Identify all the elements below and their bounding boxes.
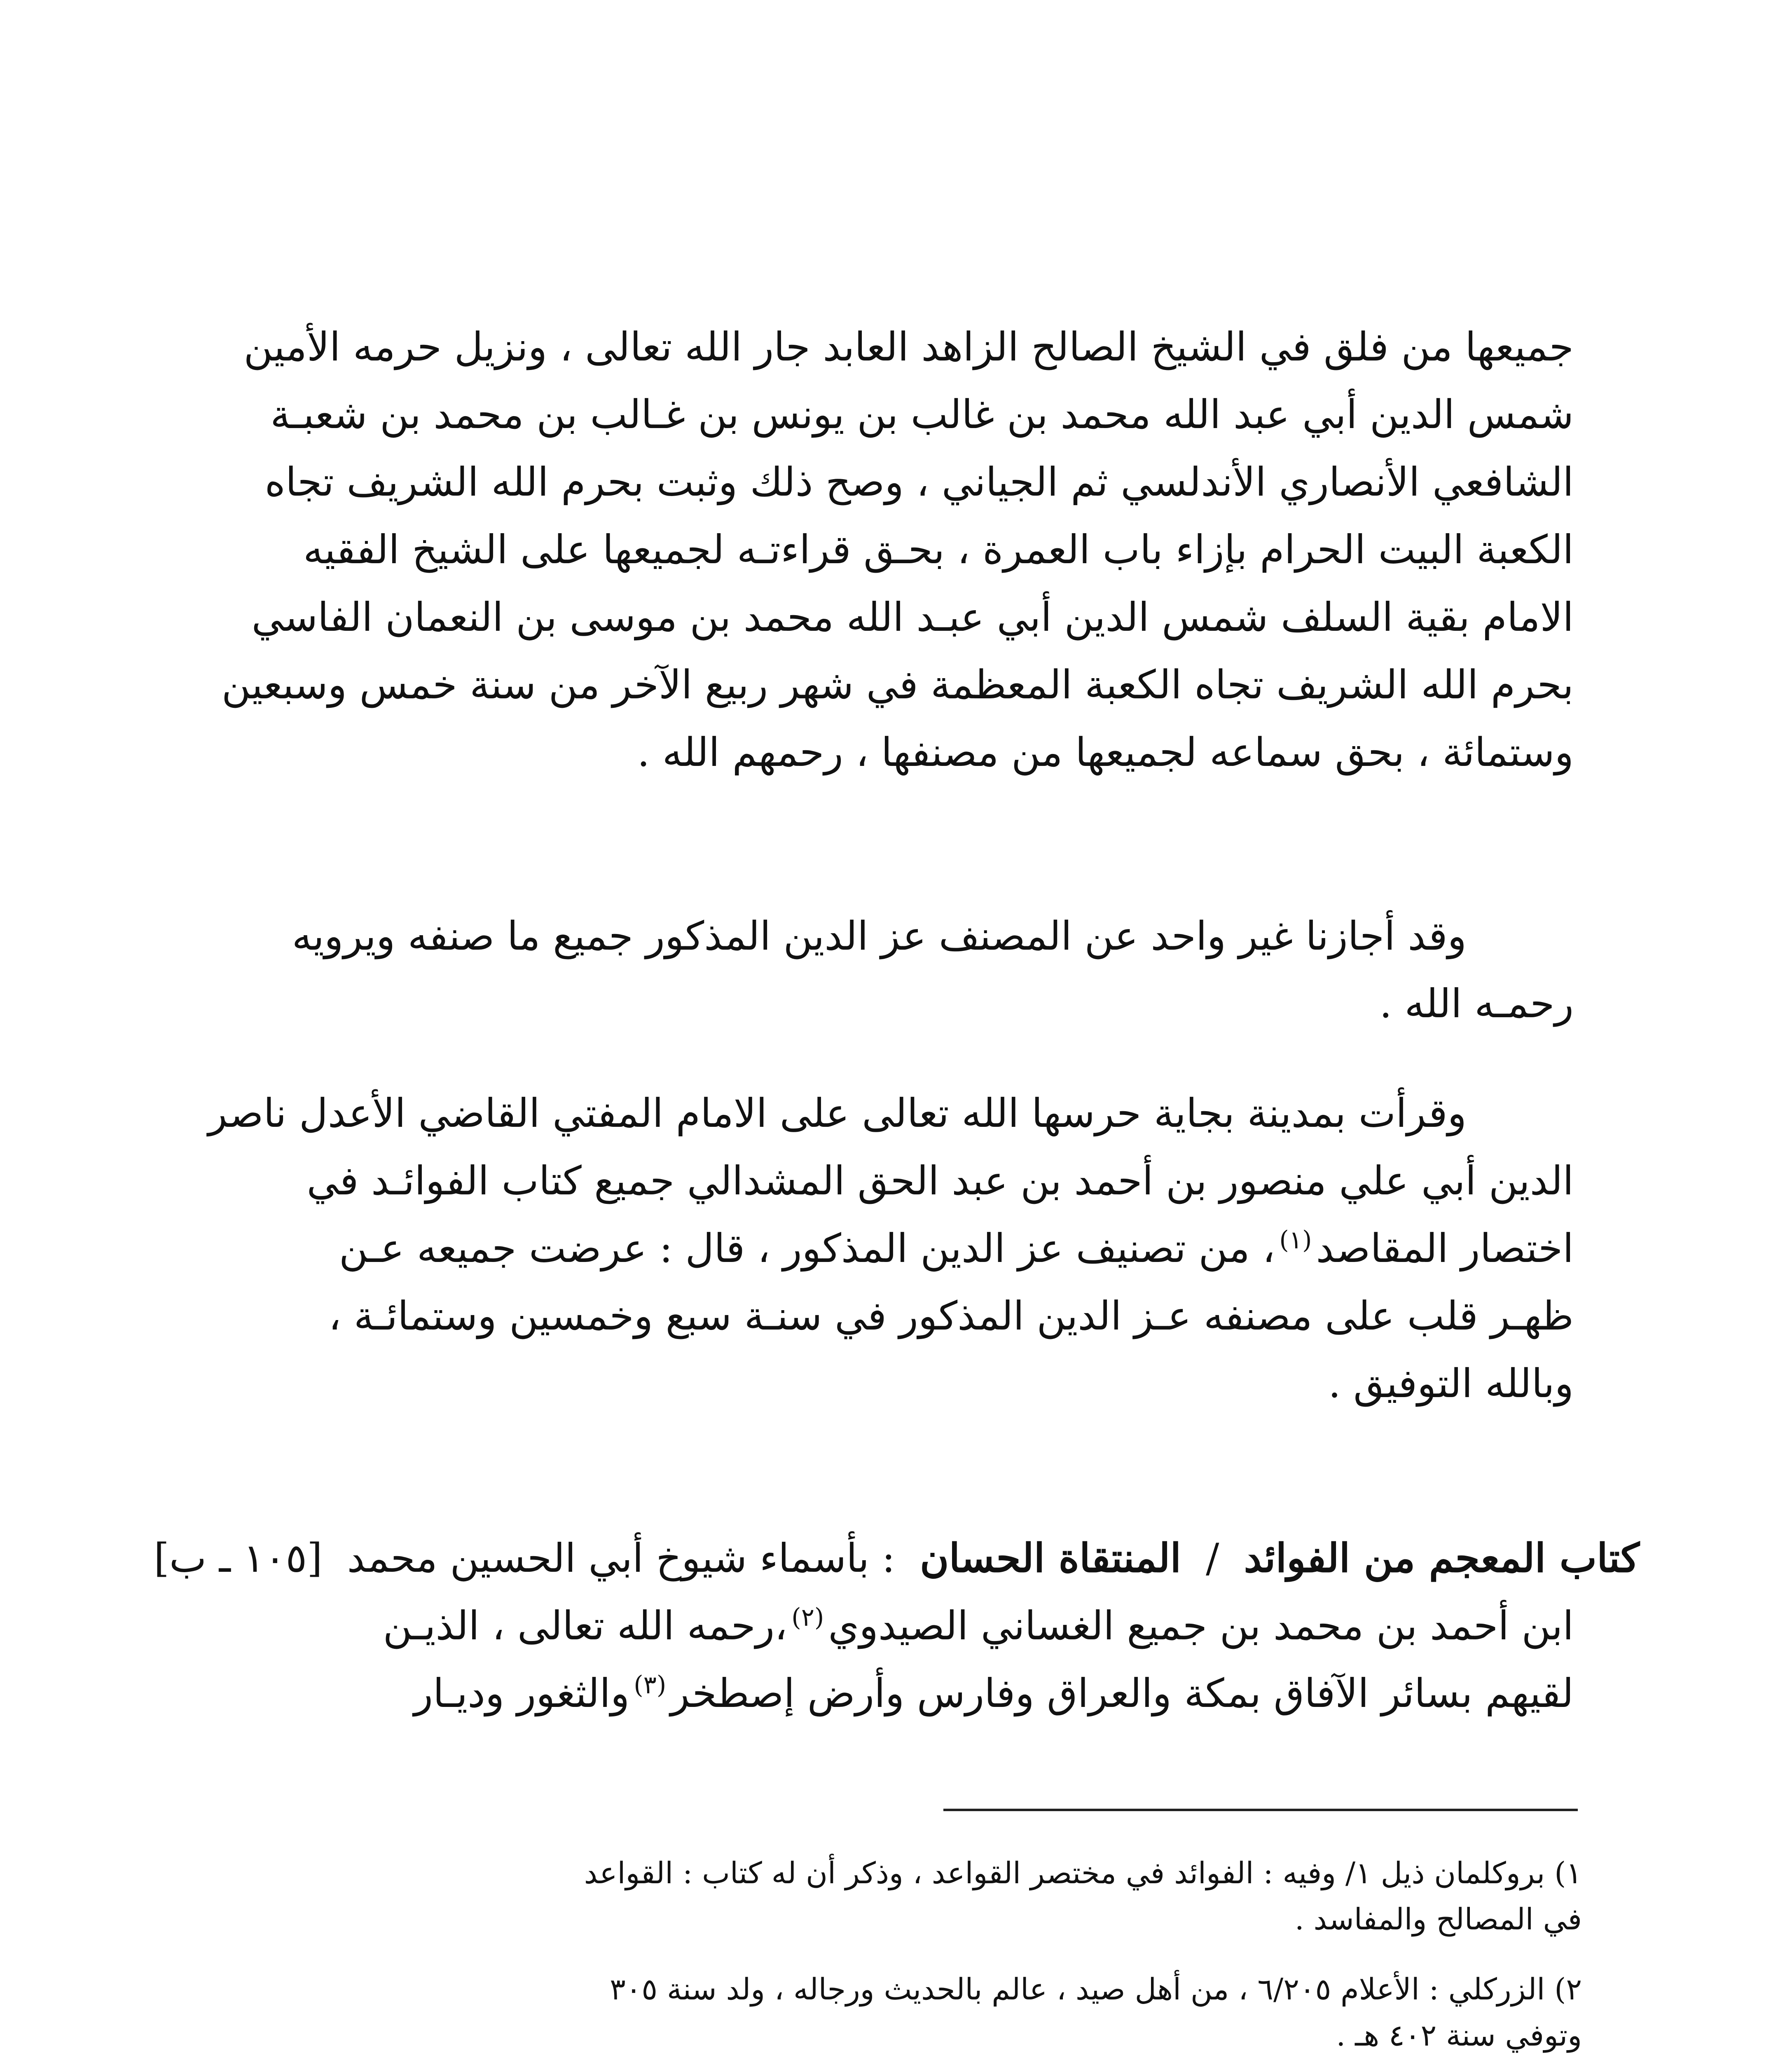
footnotes [222, 1850, 1582, 2060]
footnote-ref-2[interactable]: (٢) [791, 1603, 824, 1632]
manuscript-folio-marker: [١٠٥ ـ ب] [154, 1535, 323, 1581]
footnote-ref-3[interactable]: (٣) [634, 1671, 667, 1700]
section-heading [154, 1524, 1640, 1592]
text-segment: والثغور وديـار [414, 1670, 630, 1716]
text-line-with-footnote-ref [222, 1592, 1574, 1660]
footnote-1 [222, 1850, 1582, 1942]
text-line: وقرأت بمدينة بجاية حرسها الله تعالى على الامام المفتي القاضي الأعدل ناصر [208, 1090, 1467, 1136]
text-line: الامام بقية السلف شمس الدين أبي عبـد الله محمد بن موسى بن النعمان الفاسي [251, 594, 1574, 640]
footnote-line: ٢) الزركلي : الأعلام ٦/٢٠٥ ، من أهل صيد ، عالم بالحديث ورجاله ، ولد سنة ٣٠٥ [610, 1972, 1582, 2006]
section-subtitle: المنتقاة الحسان [919, 1535, 1181, 1581]
paragraph-3 [208, 1079, 1574, 1417]
text-line: الشافعي الأنصاري الأندلسي ثم الجياني ، وصح ذلك وثبت بحرم الله الشريف تجاه [264, 459, 1574, 505]
text-line: وقد أجازنا غير واحد عن المصنف عز الدين المذكور جميع ما صنفه ويرويه [292, 913, 1467, 959]
footnote-line: في المصالح والمفاسد . [1294, 1902, 1582, 1936]
footnote-divider [943, 1809, 1578, 1811]
section-paragraph [154, 1524, 1640, 1727]
text-segment: لقيهم بسائر الآفاق بمكة والعراق وفارس وأرض إصطخر [670, 1670, 1574, 1716]
paragraph-2 [222, 902, 1574, 1037]
text-segment: ،رحمه الله تعالى ، الذيـن [383, 1603, 788, 1649]
text-line: شمس الدين أبي عبد الله محمد بن غالب بن يونس بن غـالب بن محمد بن شعبـة [270, 391, 1574, 438]
text-line: ظهـر قلب على مصنفه عـز الدين المذكور في سنـة سبع وخمسين وستمائـة ، [328, 1293, 1574, 1339]
text-line: الدين أبي علي منصور بن أحمد بن عبد الحق المشدالي جميع كتاب الفوائـد في [306, 1158, 1574, 1204]
text-line: رحمـه الله . [1379, 981, 1574, 1027]
footnote-2 [222, 1966, 1582, 2058]
text-line: وبالله التوفيق . [1328, 1360, 1574, 1407]
footnote-line: وتوفي سنة ٤٠٢ هـ . [1336, 2018, 1582, 2053]
heading-text: : بأسماء شيوخ أبي الحسين محمد [347, 1535, 895, 1581]
text-line-with-footnote-ref [222, 1215, 1574, 1282]
section-title: كتاب المعجم من الفوائد [1244, 1535, 1640, 1581]
text-line: بحرم الله الشريف تجاه الكعبة المعظمة في شهر ربيع الآخر من سنة خمس وسبعين [221, 662, 1574, 708]
paragraph-1 [222, 313, 1574, 786]
text-segment: ابن أحمد بن محمد بن جميع الغساني الصيدوي [828, 1603, 1574, 1649]
text-line: وستمائة ، بحق سماعه لجميعها من مصنفها ، رحمهم الله . [637, 729, 1574, 775]
text-line: الكعبة البيت الحرام بإزاء باب العمرة ، بحـق قراءتـه لجميعها على الشيخ الفقيه [303, 527, 1574, 573]
text-line: جميعها من فلق في الشيخ الصالح الزاهد العابد جار الله تعالى ، ونزيل حرمه الأمين [243, 324, 1574, 370]
text-segment: ، من تصنيف عز الدين المذكور ، قال : عرضت جميعه عـن [339, 1225, 1275, 1271]
text-line-with-footnote-ref [222, 1660, 1574, 1727]
footnote-line: ١) بروكلمان ذيل ١/ وفيه : الفوائد في مختصر القواعد ، وذكر أن له كتاب : القواعد [584, 1856, 1582, 1890]
footnote-ref-1[interactable]: (١) [1279, 1226, 1312, 1255]
text-segment: اختصار المقاصد [1316, 1225, 1574, 1271]
title-separator: / [1206, 1535, 1219, 1581]
